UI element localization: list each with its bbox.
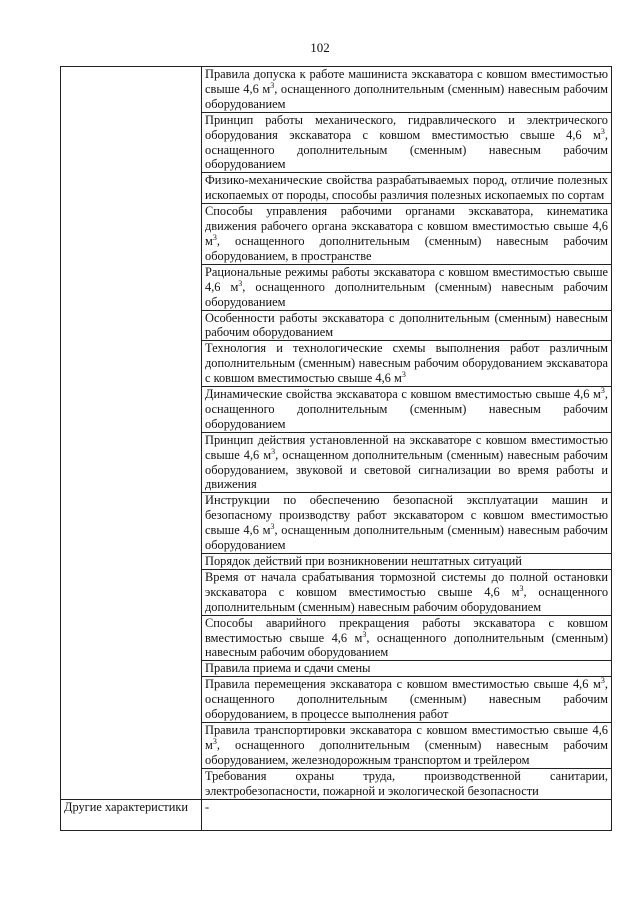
other-characteristics-label: Другие характеристики — [61, 799, 202, 830]
requirement-item — [202, 493, 612, 554]
requirement-text: Принцип действия установленной на экскаваторе с ковшом вместимостью свыше 4,6 м — [205, 432, 608, 462]
requirement-text-continued: , оснащенного дополнительным (сменным) навесным рабочим оборудованием — [205, 630, 608, 660]
requirement-text: Правила перемещения экскаватора с ковшом вместимостью свыше 4,6 м — [205, 677, 601, 692]
requirements-table — [60, 66, 612, 831]
requirement-text: Требования охраны труда, производственной санитарии, электробезопасности, пожарной и экологической безопасности — [205, 768, 608, 798]
unit-exponent: 3 — [519, 583, 524, 593]
unit-exponent: 3 — [270, 80, 275, 90]
requirement-text: Способы аварийного прекращения работы экскаватора с ковшом вместимостью свыше 4,6 м — [205, 615, 608, 645]
requirement-item — [202, 264, 612, 310]
requirement-item — [202, 341, 612, 387]
section-label-cell — [61, 67, 202, 800]
requirement-text-continued: , оснащенного дополнительным (сменным) навесным рабочим оборудованием — [205, 387, 608, 431]
requirement-item — [202, 173, 612, 204]
requirement-text-continued: , оснащенного дополнительным (сменным) навесным рабочим оборудованием — [205, 81, 608, 111]
unit-exponent: 3 — [362, 629, 367, 639]
requirement-text-continued: , оснащенного дополнительным (сменным) навесным рабочим оборудованием — [205, 127, 608, 172]
requirement-text: Время от начала срабатывания тормозной системы до полной остановки экскаватора с ковшом вместимостью свыше 4,6 м — [205, 569, 608, 599]
requirement-text: Особенности работы экскаватора с дополнительным (сменным) навесным рабочим оборудованием — [205, 310, 608, 340]
requirement-text-continued: , оснащенного дополнительным (сменным) навесным рабочим оборудованием — [205, 584, 609, 614]
unit-exponent: 3 — [600, 676, 605, 686]
requirement-item — [202, 204, 612, 265]
requirement-text-continued: , оснащенном дополнительным (сменным) навесным рабочим оборудованием, звуковой и световой сигнализации во время работы и движения — [205, 447, 608, 492]
requirement-item — [202, 615, 612, 661]
requirement-text: Принцип работы механического, гидравлического и электрического оборудования экскаватора с ковшом вместимостью свыше 4,6 м — [205, 112, 608, 142]
requirements-table-body — [61, 67, 612, 831]
requirement-item — [202, 310, 612, 341]
requirement-item — [202, 387, 612, 433]
requirement-text: Правила транспортировки экскаватора с ковшом вместимостью свыше 4,6 м — [205, 722, 608, 752]
requirement-text-continued: , оснащенным дополнительным (сменным) навесным рабочим оборудованием — [205, 523, 608, 553]
requirement-item — [202, 677, 612, 723]
requirement-item — [202, 112, 612, 173]
page-number: 102 — [310, 40, 330, 55]
requirement-item — [202, 722, 612, 768]
unit-exponent: 3 — [600, 126, 605, 136]
unit-exponent: 3 — [401, 370, 406, 379]
requirement-text-continued: , оснащенного дополнительным (сменным) навесным рабочим оборудованием, в процессе выполнения работ — [205, 677, 608, 722]
unit-exponent: 3 — [212, 232, 217, 242]
requirement-item — [202, 432, 612, 493]
requirement-text: Рациональные режимы работы экскаватора с ковшом вместимостью свыше 4,6 м — [205, 264, 608, 294]
requirement-text-continued: , оснащенного дополнительным (сменным) навесным рабочим оборудованием, железнодорожным транспортом и трейлером — [205, 737, 608, 767]
requirement-text: Физико-механические свойства разрабатываемых пород, отличие полезных ископаемых от породы, способы различия полезных ископаемых по сортам — [205, 173, 608, 203]
requirement-text: Инструкции по обеспечению безопасной эксплуатации машин и безопасному производству работ экскаватором с ковшом вместимостью свыше 4,6 м — [205, 493, 608, 538]
requirement-text-continued: , оснащенного дополнительным (сменным) навесным рабочим оборудованием, в пространстве — [205, 233, 608, 263]
requirement-text: Правила допуска к работе машиниста экскаватора с ковшом вместимостью свыше 4,6 м — [205, 67, 608, 96]
requirement-text-continued: , оснащенного дополнительным (сменным) навесным рабочим оборудованием — [205, 279, 608, 309]
requirement-text: Правила приема и сдачи смены — [205, 661, 371, 676]
requirement-text: Порядок действий при возникновении нештатных ситуаций — [205, 554, 522, 568]
requirement-item — [202, 661, 612, 677]
other-characteristics-value: - — [202, 799, 612, 830]
requirement-item — [202, 554, 612, 570]
unit-exponent: 3 — [270, 522, 275, 532]
unit-exponent: 3 — [271, 446, 276, 456]
other-characteristics-row — [61, 799, 612, 830]
table-row — [61, 67, 612, 113]
requirement-item — [202, 768, 612, 799]
requirement-text: Технология и технологические схемы выполнения работ различным дополнительным (сменным) навесным рабочим оборудованием экскаватора с ковшом вместимостью свыше 4,6 м — [205, 341, 608, 386]
unit-exponent: 3 — [600, 385, 605, 395]
requirement-item — [202, 569, 612, 615]
unit-exponent: 3 — [212, 736, 217, 746]
requirement-text: Способы управления рабочими органами экскаватора, кинематика движения рабочего органа экскаватора с ковшом вместимостью свыше 4,6 м — [205, 204, 608, 248]
requirement-text: Динамические свойства экскаватора с ковшом вместимостью свыше 4,6 м — [205, 387, 601, 402]
requirement-item — [202, 67, 612, 113]
unit-exponent: 3 — [238, 278, 243, 288]
